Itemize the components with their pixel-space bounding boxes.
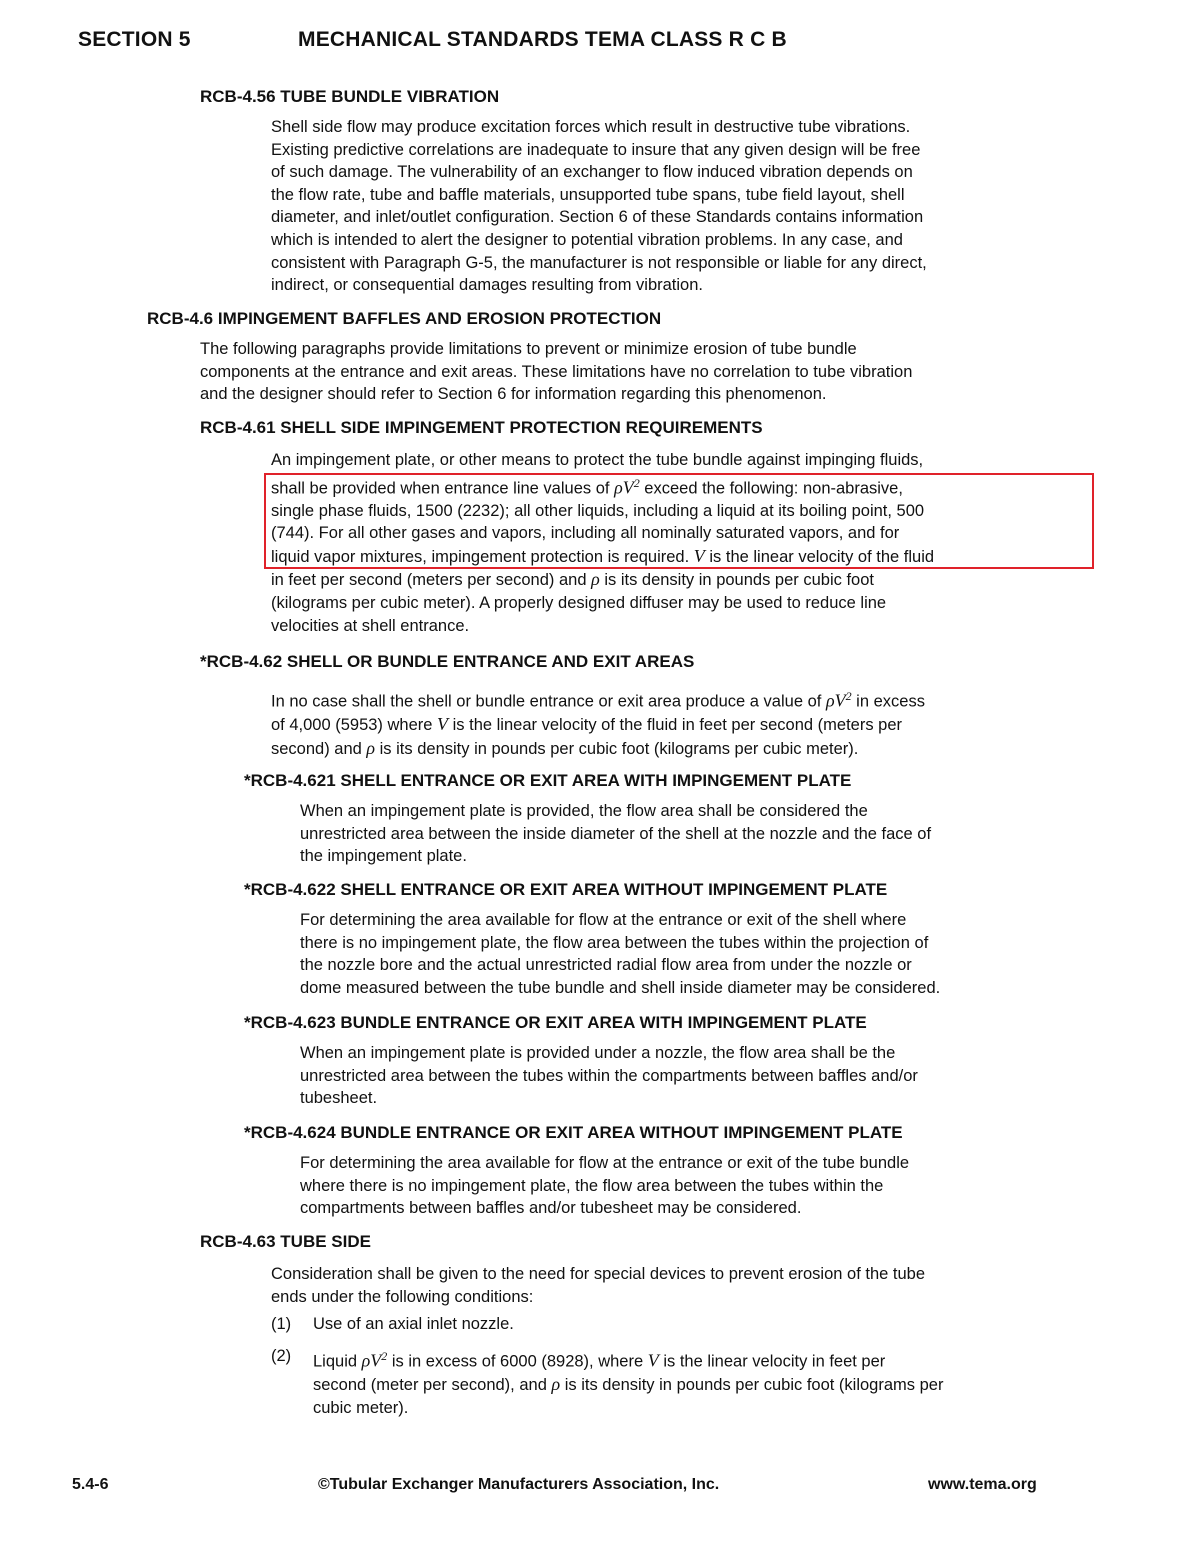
text-line: compartments between baffles and/or tubesheet may be considered. (300, 1199, 802, 1218)
text-line: velocities at shell entrance. (271, 616, 470, 635)
text-fragment: exceed the following: non-abrasive, (639, 479, 903, 498)
text-line: of such damage. The vulnerability of an exchanger to flow induced vibration depends on (271, 163, 913, 182)
text-line: indirect, or consequential damages resulting from vibration. (271, 276, 703, 295)
heading-rcb-4-624: *RCB-4.624 BUNDLE ENTRANCE OR EXIT AREA WITHOUT IMPINGEMENT PLATE (244, 1123, 903, 1142)
text-line: the nozzle bore and the actual unrestricted radial flow area from under the nozzle or (300, 956, 912, 975)
text-line: components at the entrance and exit areas. These limitations have no correlation to tube vibration (200, 362, 913, 381)
text-line: unrestricted area between the tubes within the compartments between baffles and/or (300, 1066, 918, 1085)
footer-copyright: ©Tubular Exchanger Manufacturers Association, Inc. (318, 1476, 720, 1493)
text-line: ends under the following conditions: (271, 1287, 534, 1306)
text-fragment: is the linear velocity in feet per (658, 1352, 886, 1371)
text-line: consistent with Paragraph G-5, the manufacturer is not responsible or liable for any direct, (271, 253, 927, 272)
footer-url[interactable]: www.tema.org (928, 1476, 1037, 1493)
paragraph-rcb-4-623 (300, 1042, 918, 1110)
paragraph-rcb-4-63 (271, 1263, 925, 1308)
heading-rcb-4-63: RCB-4.63 TUBE SIDE (200, 1232, 371, 1251)
text-line: unrestricted area between the inside diameter of the shell at the nozzle and the face of (300, 824, 932, 843)
text-line (271, 713, 925, 737)
text-line: Shell side flow may produce excitation forces which result in destructive tube vibrations. (271, 118, 911, 136)
velocity-symbol: V (834, 690, 846, 711)
text-fragment: is its density in pounds per cubic foot (kilograms per (560, 1376, 944, 1395)
list-text (313, 1345, 943, 1419)
rho-symbol: ρ (361, 1350, 371, 1371)
heading-rcb-4-6: RCB-4.6 IMPINGEMENT BAFFLES AND EROSION PROTECTION (147, 309, 662, 328)
text-fragment: is its density in pounds per cubic foot (kilograms per cubic meter). (375, 739, 859, 758)
text-line: For determining the area available for flow at the entrance or exit of the shell where (300, 911, 907, 929)
rho-symbol: ρ (591, 569, 600, 590)
heading-rcb-4-623: *RCB-4.623 BUNDLE ENTRANCE OR EXIT AREA WITH IMPINGEMENT PLATE (244, 1013, 867, 1032)
section-label: SECTION 5 (78, 28, 191, 51)
text-fragment: in excess (851, 692, 925, 711)
text-fragment: shall be provided when entrance line values of (271, 479, 615, 498)
heading-rcb-4-62: *RCB-4.62 SHELL OR BUNDLE ENTRANCE AND EXIT AREAS (200, 652, 695, 671)
text-fragment: In no case shall the shell or bundle entrance or exit area produce a value of (271, 692, 826, 711)
text-fragment: in feet per second (meters per second) and (271, 571, 592, 590)
text-fragment: is in excess of 6000 (8928), where (387, 1352, 648, 1371)
velocity-symbol: V (370, 1350, 382, 1371)
text-line: there is no impingement plate, the flow area between the tubes within the projection of (300, 933, 929, 952)
text-line: Existing predictive correlations are inadequate to insure that any given design will be free (271, 140, 921, 159)
text-line: diameter, and inlet/outlet configuration. Section 6 of these Standards contains information (271, 208, 924, 227)
rho-symbol: ρ (551, 1374, 561, 1395)
exponent-2: 2 (633, 475, 640, 490)
text-line (313, 1345, 943, 1373)
rho-symbol: ρ (614, 477, 623, 498)
text-line: (kilograms per cubic meter). A properly designed diffuser may be used to reduce line (271, 594, 887, 613)
text-line: which is intended to alert the designer to potential vibration problems. In any case, and (271, 230, 903, 249)
paragraph-rcb-4-62 (271, 685, 925, 760)
text-fragment: is the linear velocity of the fluid in feet per second (meters per (448, 716, 903, 735)
text-fragment: is the linear velocity of the fluid (704, 547, 935, 566)
velocity-symbol: V (622, 477, 634, 498)
list-number: (1) (271, 1315, 292, 1333)
page-number: 5.4-6 (72, 1476, 109, 1493)
paragraph-rcb-4-621 (300, 800, 931, 868)
page-title: MECHANICAL STANDARDS TEMA CLASS R C B (298, 28, 787, 51)
text-fragment: liquid vapor mixtures, impingement protection is required. (271, 547, 694, 566)
text-line: the flow rate, tube and baffle materials, unsupported tube spans, tube field layout, shell (271, 185, 905, 204)
text-line (313, 1373, 943, 1397)
exponent-2: 2 (845, 689, 852, 703)
heading-rcb-4-621: *RCB-4.621 SHELL ENTRANCE OR EXIT AREA WITH IMPINGEMENT PLATE (244, 771, 852, 790)
text-line: the impingement plate. (300, 847, 467, 866)
text-line: dome measured between the tube bundle and shell inside diameter may be considered. (300, 978, 941, 997)
rho-symbol: ρ (366, 737, 376, 758)
list-number: (2) (271, 1347, 292, 1365)
paragraph-rcb-4-56 (271, 116, 927, 297)
text-line: and the designer should refer to Section 6 for information regarding this phenomenon. (200, 385, 827, 404)
text-line: single phase fluids, 1500 (2232); all other liquids, including a liquid at its boiling point, 500 (271, 501, 925, 520)
exponent-2: 2 (381, 1349, 388, 1363)
text-fragment: is its density in pounds per cubic foot (599, 571, 874, 590)
paragraph-rcb-4-6 (200, 338, 912, 406)
paragraph-rcb-4-624 (300, 1152, 909, 1220)
text-fragment: second) and (271, 739, 367, 758)
text-fragment: of 4,000 (5953) where (271, 716, 438, 735)
text-line (271, 685, 925, 713)
list-text (313, 1313, 514, 1336)
text-fragment: Liquid (313, 1352, 362, 1371)
text-line: When an impingement plate is provided, the flow area shall be considered the (300, 802, 868, 820)
velocity-symbol: V (437, 714, 449, 735)
text-line: (744). For all other gases and vapors, including all nominally saturated vapors, and for (271, 524, 900, 543)
velocity-symbol: V (647, 1350, 659, 1371)
text-line: The following paragraphs provide limitations to prevent or minimize erosion of tube bundle (200, 340, 857, 358)
text-line (271, 737, 925, 761)
paragraph-rcb-4-622 (300, 909, 940, 999)
velocity-symbol: V (693, 545, 705, 566)
text-fragment: second (meter per second), and (313, 1376, 552, 1395)
text-line: cubic meter). (313, 1398, 409, 1417)
heading-rcb-4-56: RCB-4.56 TUBE BUNDLE VIBRATION (200, 87, 500, 106)
text-line (271, 568, 934, 592)
heading-rcb-4-61: RCB-4.61 SHELL SIDE IMPINGEMENT PROTECTION REQUIREMENTS (200, 418, 763, 437)
heading-rcb-4-622: *RCB-4.622 SHELL ENTRANCE OR EXIT AREA WITHOUT IMPINGEMENT PLATE (244, 880, 888, 899)
text-line: When an impingement plate is provided under a nozzle, the flow area shall be the (300, 1044, 896, 1062)
text-line: An impingement plate, or other means to protect the tube bundle against impinging fluids, (271, 451, 924, 469)
text-line: Use of an axial inlet nozzle. (313, 1315, 514, 1333)
text-line: where there is no impingement plate, the flow area between the tubes within the (300, 1176, 884, 1195)
rho-symbol: ρ (825, 690, 835, 711)
text-line: tubesheet. (300, 1089, 378, 1108)
text-line: Consideration shall be given to the need for special devices to prevent erosion of the tube (271, 1265, 925, 1283)
text-line: For determining the area available for flow at the entrance or exit of the tube bundle (300, 1154, 910, 1172)
highlight-box (264, 473, 1094, 569)
